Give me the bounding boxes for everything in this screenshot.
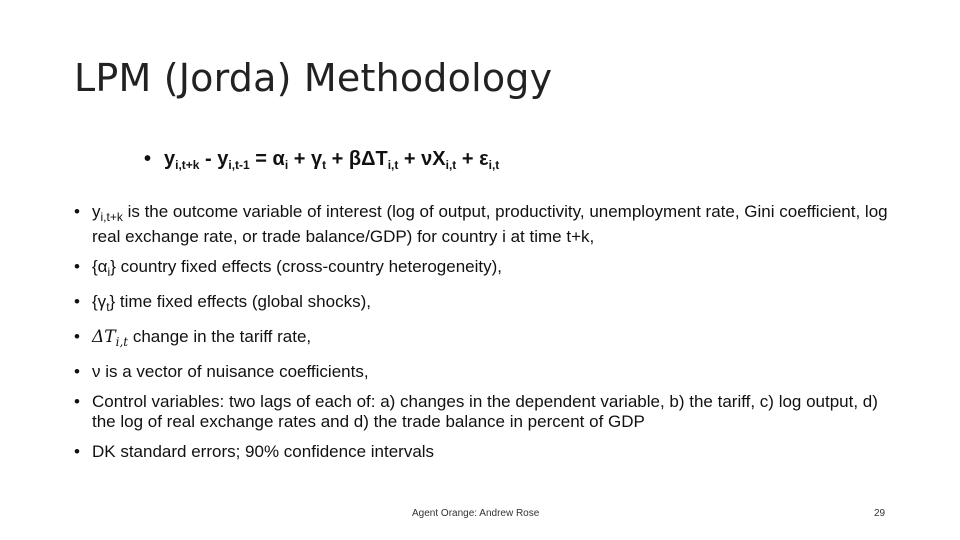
country-fe-sub: i [107,265,111,279]
eq-y2-sub: i,t-1 [228,158,250,172]
tariff-math: ΔT [92,327,116,347]
eq-plus-2: + [326,148,349,170]
eq-gamma-sub: t [322,158,327,172]
eq-gamma: γ [310,148,323,170]
time-fe-text: } time fixed effects (global shocks), [109,292,371,311]
bullet-marker: • [74,202,80,221]
bullet-tariff-change [74,327,894,352]
country-fe-symbol: {α [92,257,108,276]
eq-y1-sub: i,t+k [175,158,200,172]
eq-alpha: α [272,148,285,170]
eq-plus-4: + [456,148,480,170]
bullet-marker: • [74,442,80,461]
time-fe-sub: t [106,300,110,314]
country-fe-text: } country fixed effects (cross-country heterogeneity), [110,257,503,276]
bullet-standard-errors [74,442,894,462]
eq-equals: = [249,148,273,170]
eq-eps-sub: i,t [488,158,500,172]
standard-errors-text: DK standard errors; 90% confidence intervals [92,442,435,461]
bullet-outcome-variable [74,202,894,247]
eq-beta-sub: i,t [387,158,399,172]
bullet-country-fixed-effects [74,257,894,282]
bullet-nuisance [74,362,894,382]
eq-minus: - [199,148,218,170]
eq-nu-sub: i,t [445,158,457,172]
tariff-text: change in the tariff rate, [128,327,312,346]
outcome-y-sub: i,t+k [100,210,123,224]
eq-plus-1: + [288,148,311,170]
control-variables-text: Control variables: two lags of each of: a) changes in the dependent variable, b) the tariff, c) log output, d) the log of real exchange rates and d) the trade balance in percent of GDP [92,392,878,431]
eq-beta-term: βΔT [348,148,388,170]
eq-eps: ε [479,148,489,170]
eq-y2: y [217,148,229,170]
eq-nu-term: νX [421,148,446,170]
tariff-math-sub: i,t [115,335,129,349]
bullet-marker: • [74,292,80,311]
eq-y1: y [164,148,176,170]
bullet-marker: • [144,148,152,170]
nuisance-text: ν is a vector of nuisance coefficients, [92,362,369,381]
bullet-time-fixed-effects [74,292,894,317]
slide-footer: Agent Orange: Andrew Rose [412,508,540,519]
bullet-control-variables [74,392,894,432]
bullet-marker: • [74,327,80,346]
eq-alpha-sub: i [284,158,289,172]
eq-plus-3: + [398,148,422,170]
bullet-marker: • [74,257,80,276]
bullet-list [74,202,894,472]
equation-line [144,148,499,172]
outcome-text: is the outcome variable of interest (log of output, productivity, unemployment rate, Gini coefficient, log real exchange rate, or trade balance/GDP) for country i at time t+k, [92,202,888,246]
page-number: 29 [874,508,886,519]
time-fe-symbol: {γ [92,292,107,311]
bullet-marker: • [74,392,80,411]
outcome-y: y [92,202,101,221]
bullet-marker: • [74,362,80,381]
slide-title: LPM (Jorda) Methodology [74,56,553,100]
